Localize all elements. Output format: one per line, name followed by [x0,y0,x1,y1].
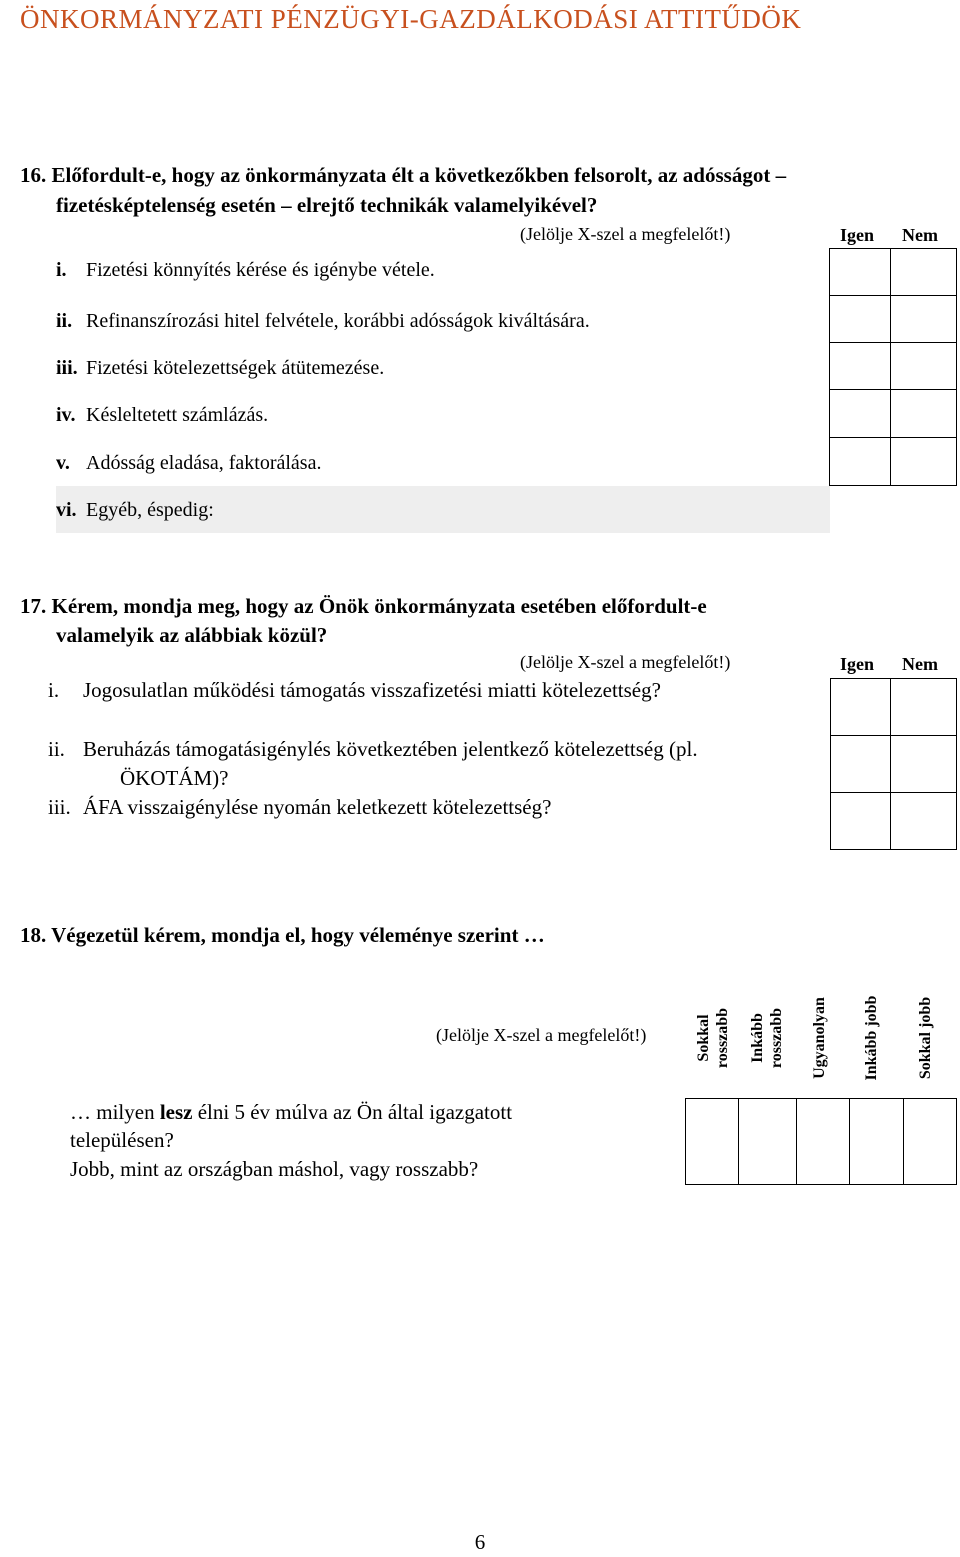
q16-iii-no-checkbox[interactable] [890,342,957,390]
q17-item-ii [48,736,698,763]
q16-item-text: Fizetési könnyítés kérése és igénybe vétele. [86,259,435,281]
q18-col-much-better: Sokkal jobb [917,996,934,1080]
q16-item-text: Fizetési kötelezettségek átütemezése. [86,357,385,379]
q16-iv-no-checkbox[interactable] [890,389,957,438]
document-title: ÖNKORMÁNYZATI PÉNZÜGYI-GAZDÁLKODÁSI ATTITŰDÖK [20,4,802,34]
q17-item-text: Jogosulatlan működési támogatás visszafizetési miatti kötelezettség? [83,678,661,702]
q17-i-no-checkbox[interactable] [890,678,957,736]
q16-col-yes: Igen [840,225,875,245]
q18-hint: (Jelölje X-szel a megfelelőt!) [436,1025,647,1045]
q17-hint: (Jelölje X-szel a megfelelőt!) [520,652,731,672]
q18-col-rather-worse: Inkább rosszabb [749,1007,785,1069]
q16-ii-no-checkbox[interactable] [890,295,957,343]
q18-col-same: Ugyanolyan [811,997,828,1079]
q17-i-yes-checkbox[interactable] [830,678,891,736]
page-number: 6 [474,1530,486,1554]
q16-item-ii [56,309,590,333]
q17-item-iii [48,794,551,821]
q17-col-yes: Igen [840,654,875,674]
q18-rather-worse-checkbox[interactable] [738,1098,797,1185]
q17-item-i [48,677,661,704]
q17-item-text: ÁFA visszaigénylése nyomán keletkezett kötelezettség? [83,795,552,819]
q16-item-number: v. [56,452,70,474]
q16-item-iv [56,403,268,427]
q16-item-number: ii. [56,310,73,332]
q18-col-rather-better: Inkább jobb [863,995,880,1081]
q17-iii-yes-checkbox[interactable] [830,792,891,850]
q16-item-number: iii. [56,357,78,379]
q17-iii-no-checkbox[interactable] [890,792,957,850]
q16-iii-yes-checkbox[interactable] [829,342,891,390]
q17-question-line2: valamelyik az alábbiak közül? [56,623,328,647]
q16-item-number: i. [56,259,67,281]
q16-item-i [56,258,435,282]
q18-much-worse-checkbox[interactable] [685,1098,739,1185]
q17-ii-yes-checkbox[interactable] [830,735,891,793]
q16-item-v [56,451,321,475]
q18-text-line2: településen? [70,1128,174,1152]
q17-item-number: ii. [48,737,65,761]
q16-item-number: vi. [56,499,77,521]
q17-ii-no-checkbox[interactable] [890,735,957,793]
q16-item-text: Egyéb, éspedig: [86,499,214,521]
q16-iv-yes-checkbox[interactable] [829,389,891,438]
q16-item-text: Refinanszírozási hitel felvétele, korábbi adósságok kiváltására. [86,310,590,332]
q16-hint: (Jelölje X-szel a megfelelőt!) [520,224,731,244]
q18-much-better-checkbox[interactable] [903,1098,957,1185]
q18-col-much-worse: Sokkal rosszabb [695,1007,731,1069]
q17-item-ii-continuation: ÖKOTÁM)? [120,766,229,790]
q17-question-line1: 17. Kérem, mondja meg, hogy az Önök önkormányzata esetében előfordult-e [20,594,707,618]
q17-item-text: Beruházás támogatásigénylés következtében jelentkező kötelezettség (pl. [83,737,698,761]
q16-item-vi [56,498,214,522]
q16-ii-yes-checkbox[interactable] [829,295,891,343]
q16-item-text: Adósság eladása, faktorálása. [86,452,322,474]
q16-i-no-checkbox[interactable] [890,248,957,296]
q18-same-checkbox[interactable] [796,1098,850,1185]
q17-item-number: i. [48,678,60,702]
q16-item-text: Késleltetett számlázás. [86,404,269,426]
q16-item-number: iv. [56,404,76,426]
q18-text-line3: Jobb, mint az országban máshol, vagy rosszabb? [70,1157,479,1181]
q16-question-line2: fizetésképtelenség esetén – elrejtő technikák valamelyikével? [56,193,598,217]
q16-item-iii [56,356,384,380]
q16-col-no: Nem [902,225,938,245]
q17-item-number: iii. [48,795,71,819]
q16-i-yes-checkbox[interactable] [829,248,891,296]
q16-v-yes-checkbox[interactable] [829,437,891,486]
q18-text-line1: … milyen lesz élni 5 év múlva az Ön által igazgatott [70,1100,513,1124]
q16-v-no-checkbox[interactable] [890,437,957,486]
q18-question: 18. Végezetül kérem, mondja el, hogy véleménye szerint … [20,923,545,947]
q17-col-no: Nem [902,654,938,674]
q18-rather-better-checkbox[interactable] [849,1098,904,1185]
q16-question-line1: 16. Előfordult-e, hogy az önkormányzata élt a következőkben felsorolt, az adósságot – [20,163,787,187]
